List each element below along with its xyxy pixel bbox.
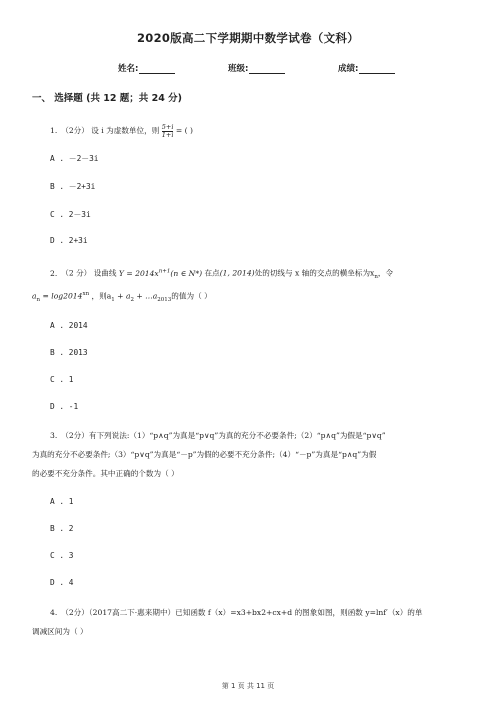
sum-term: + a [114,291,131,301]
page-footer: 第 1 页 共 11 页 [221,682,275,690]
superscript: xn [82,291,90,297]
q3-option-a[interactable]: A . 1 [50,497,74,506]
subscript: n [374,274,378,281]
formula-base: Y = 2014x [118,268,159,278]
question-points: （2分） [61,126,89,135]
name-blank[interactable] [139,64,175,74]
question-text: 设 i 为虚数单位，则 [91,126,160,135]
score-blank[interactable] [359,64,395,74]
question-4 [50,603,470,622]
subscript: n [36,297,41,304]
q2-option-d[interactable]: D . -1 [50,402,79,411]
q2-option-c[interactable]: C . 1 [50,375,74,384]
question-3-line-2: 为真的充分不必要条件;（3）“p∨q”为真是“－p”为假的必要不充分条件;（4）“－p”为真是“p∧q”为假 [32,450,377,459]
curve-formula [119,269,202,278]
point-coords: (1, 2014) [219,268,255,278]
q1-option-b[interactable]: B . －2+3i [50,182,96,191]
page-title: 2020版高二下学期期中数学试卷（文科） [136,31,359,45]
score-field[interactable] [338,62,395,74]
formula-domain: (n ∈ N*) [170,268,203,278]
q3-option-b[interactable]: B . 2 [50,524,74,533]
fraction [162,124,174,139]
score-label: 成绩: [338,64,359,74]
name-field[interactable] [118,62,175,74]
q2-option-a[interactable]: A . 2014 [50,321,88,330]
question-2-line-2 [32,285,452,310]
class-field[interactable] [228,62,285,74]
question-points: （2 分） [61,268,92,278]
question-number: 3. [50,431,58,440]
question-2 [50,262,470,287]
q1-option-c[interactable]: C . 2－3i [50,210,91,219]
section-heading: 一、 选择题 (共 12 题；共 24 分) [32,93,182,104]
question-text: 在点 [204,268,220,278]
subscript: 1 [111,297,115,304]
q2-option-b[interactable]: B . 2013 [50,348,88,357]
question-text: （2分）有下列说法:（1）“p∧q”为真是“p∨q”为真的充分不必要条件;（2）“p∧q”为假是“p∨q” [61,431,386,440]
formula-exponent: n+1 [158,268,171,274]
fraction-denominator: 1+i [161,130,174,139]
class-label: 班级: [228,64,249,74]
question-text: 设曲线 [93,268,117,278]
question-3 [50,426,470,445]
name-label: 姓名: [118,64,139,74]
question-text: （2分）（2017高二下·惠来期中）已知函数 f（x）=x3+bx2+cx+d 的图象如图，则函数 y=lnf′（x）的单 [61,608,423,617]
question-1 [50,121,470,140]
question-text: ，则a [89,291,112,301]
fraction-numerator: 5+i [161,122,174,131]
q3-option-d[interactable]: D . 4 [50,578,74,587]
sum-term: + …a [133,291,158,301]
q1-option-a[interactable]: A . －2－3i [50,154,99,163]
question-tail: 的值为（ ） [171,291,212,301]
question-text: 处的切线与 x 轴的交点的横坐标为x [254,268,375,278]
q1-option-d[interactable]: D . 2+3i [50,236,88,245]
question-4-line-2: 调减区间为（ ） [32,627,88,636]
sequence-term: a [32,291,37,301]
question-number: 2. [50,268,58,278]
question-3-line-3: 的必要不充分条件。其中正确的个数为（ ） [32,469,179,478]
question-tail: = ( ) [175,126,193,135]
q3-option-c[interactable]: C . 3 [50,551,74,560]
log-expression: = log2014 [40,291,83,301]
subscript: 2 [130,297,134,304]
class-blank[interactable] [249,64,285,74]
question-number: 1. [50,126,58,135]
question-text: ，令 [377,268,394,278]
subscript: 2013 [157,297,172,304]
question-number: 4. [50,608,58,617]
